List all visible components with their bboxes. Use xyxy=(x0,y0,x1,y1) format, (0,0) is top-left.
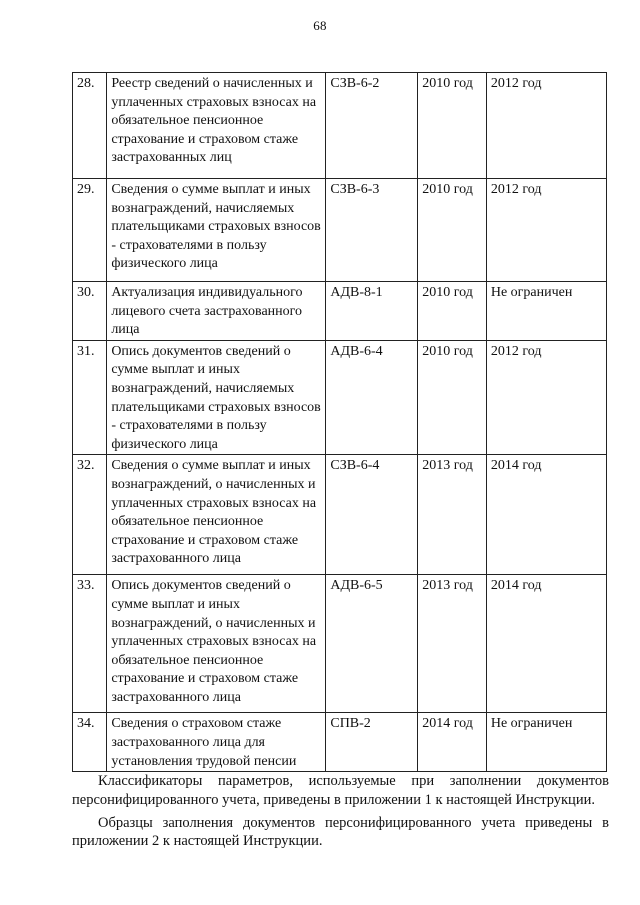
row-number-cell: 29. xyxy=(73,179,107,282)
form-code-cell: АДВ-6-4 xyxy=(326,340,418,455)
body-text xyxy=(72,772,609,855)
document-name-cell: Сведения о сумме выплат и иных вознаграждений, о начисленных и уплаченных страховых взносах на обязательное пенсионное страхование и страховом стаже застрахованного лица xyxy=(107,455,326,575)
document-name-cell: Актуализация индивидуального лицевого счета застрахованного лица xyxy=(107,282,326,341)
row-number-cell: 33. xyxy=(73,575,107,713)
start-year-cell: 2013 год xyxy=(418,575,487,713)
table-row xyxy=(73,575,607,713)
table-row xyxy=(73,73,607,179)
table-row xyxy=(73,282,607,341)
row-number-cell: 28. xyxy=(73,73,107,179)
form-code-cell: СЗВ-6-2 xyxy=(326,73,418,179)
form-code-cell: СЗВ-6-3 xyxy=(326,179,418,282)
samples-paragraph: Образцы заполнения документов персонифицированного учета приведены в приложении 2 к настоящей Инструкции. xyxy=(72,814,609,850)
table-row xyxy=(73,340,607,455)
row-number-cell: 34. xyxy=(73,713,107,772)
form-code-cell: СПВ-2 xyxy=(326,713,418,772)
end-year-cell: 2012 год xyxy=(486,179,606,282)
start-year-cell: 2010 год xyxy=(418,282,487,341)
row-number-cell: 31. xyxy=(73,340,107,455)
document-types-table xyxy=(72,72,607,772)
start-year-cell: 2014 год xyxy=(418,713,487,772)
document-name-cell: Опись документов сведений о сумме выплат и иных вознаграждений, о начисленных и уплаченных страховых взносах на обязательное пенсионное страхование и страховом стаже застрахованного лица xyxy=(107,575,326,713)
end-year-cell: Не ограничен xyxy=(486,282,606,341)
table-row xyxy=(73,713,607,772)
start-year-cell: 2010 год xyxy=(418,179,487,282)
end-year-cell: 2014 год xyxy=(486,575,606,713)
end-year-cell: Не ограничен xyxy=(486,713,606,772)
document-name-cell: Реестр сведений о начисленных и уплаченных страховых взносах на обязательное пенсионное страхование и страховом стаже застрахованных лиц xyxy=(107,73,326,179)
start-year-cell: 2013 год xyxy=(418,455,487,575)
end-year-cell: 2012 год xyxy=(486,73,606,179)
row-number-cell: 30. xyxy=(73,282,107,341)
start-year-cell: 2010 год xyxy=(418,340,487,455)
form-code-cell: АДВ-8-1 xyxy=(326,282,418,341)
page-number: 68 xyxy=(313,18,327,33)
end-year-cell: 2014 год xyxy=(486,455,606,575)
document-name-cell: Сведения о сумме выплат и иных вознаграждений, начисляемых плательщиками страховых взносов - страхователями в пользу физического лица xyxy=(107,179,326,282)
document-name-cell: Опись документов сведений о сумме выплат и иных вознаграждений, начисляемых плательщиками страховых взносов - страхователями в пользу физического лица xyxy=(107,340,326,455)
form-code-cell: АДВ-6-5 xyxy=(326,575,418,713)
end-year-cell: 2012 год xyxy=(486,340,606,455)
document-name-cell: Сведения о страховом стаже застрахованного лица для установления трудовой пенсии xyxy=(107,713,326,772)
start-year-cell: 2010 год xyxy=(418,73,487,179)
table-row xyxy=(73,455,607,575)
classifiers-paragraph: Классификаторы параметров, используемые при заполнении документов персонифицированного учета, приведены в приложении 1 к настоящей Инструкции. xyxy=(72,773,609,808)
row-number-cell: 32. xyxy=(73,455,107,575)
form-code-cell: СЗВ-6-4 xyxy=(326,455,418,575)
table-row xyxy=(73,179,607,282)
